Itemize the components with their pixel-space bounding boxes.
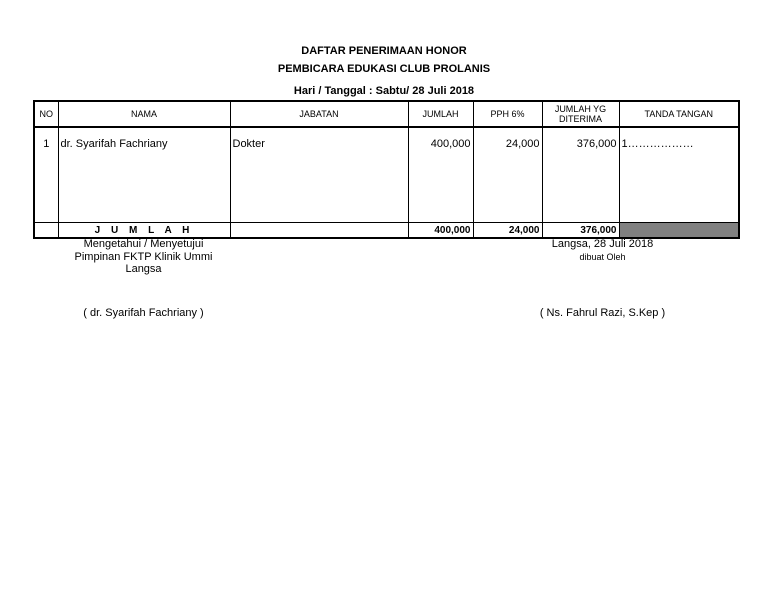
made-by-label: dibuat Oleh [579, 252, 626, 262]
document-title: DAFTAR PENERIMAAN HONOR [301, 45, 467, 57]
col-no: NO [34, 101, 58, 127]
maker-signature-name: ( Ns. Fahrul Razi, S.Kep ) [539, 307, 666, 319]
approver-position: Pimpinan FKTP Klinik Ummi Langsa [74, 251, 213, 275]
total-jumlah: 400,000 [408, 223, 473, 239]
cell-tanda-tangan: 1……………… [619, 127, 739, 223]
cell-diterima: 376,000 [542, 127, 619, 223]
cell-no: 1 [34, 127, 58, 223]
col-jumlah-diterima-line2: DITERIMA [558, 114, 602, 124]
col-jumlah: JUMLAH [408, 101, 473, 127]
col-nama: NAMA [58, 101, 230, 127]
table-header-row [34, 101, 739, 127]
col-pph: PPH 6% [473, 101, 542, 127]
cell-pph: 24,000 [473, 127, 542, 223]
col-jumlah-diterima [542, 101, 619, 127]
total-pph: 24,000 [473, 223, 542, 239]
document-subtitle: PEMBICARA EDUKASI CLUB PROLANIS [277, 63, 491, 75]
honor-table [33, 100, 740, 239]
total-tanda-tangan-shaded [619, 223, 739, 239]
total-no-blank [34, 223, 58, 239]
col-jumlah-diterima-line1: JUMLAH YG [554, 104, 607, 114]
cell-nama: dr. Syarifah Fachriany [58, 127, 230, 223]
date-line: Hari / Tanggal : Sabtu/ 28 Juli 2018 [293, 85, 475, 97]
table-row [34, 127, 739, 223]
total-jabatan-blank [230, 223, 408, 239]
cell-jumlah: 400,000 [408, 127, 473, 223]
total-row [34, 223, 739, 239]
total-diterima: 376,000 [542, 223, 619, 239]
place-date: Langsa, 28 Juli 2018 [551, 238, 654, 250]
cell-jabatan: Dokter [230, 127, 408, 223]
col-tanda-tangan: TANDA TANGAN [619, 101, 739, 127]
total-label: J U M L A H [58, 223, 230, 239]
approval-label: Mengetahui / Menyetujui [83, 238, 204, 250]
col-jabatan: JABATAN [230, 101, 408, 127]
approver-signature-name: ( dr. Syarifah Fachriany ) [83, 307, 204, 319]
